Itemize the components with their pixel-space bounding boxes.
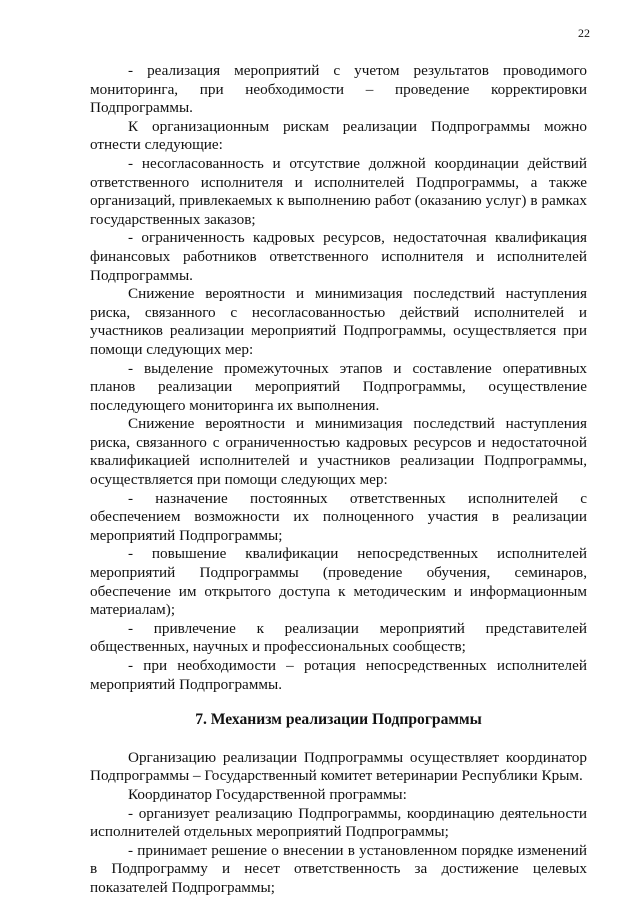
paragraph-mitigation-training: - повышение квалификации непосредственных исполнителей мероприятий Подпрограммы (проведение обучения, семинаров, обеспечение им открытого доступа к методическим и информационным материалам);: [90, 545, 587, 619]
paragraph-coordinator-organizes: - организует реализацию Подпрограммы, координацию деятельности исполнителей отдельных мероприятий Подпрограммы;: [90, 804, 587, 841]
paragraph-risk-inconsistency: - несогласованность и отсутствие должной координации действий ответственного исполнителя и исполнителей Подпрограммы, а также организаций, привлекаемых к выполнению работ (оказанию услуг) в рамках государственных заказов;: [90, 154, 587, 228]
page-number: 22: [578, 26, 590, 40]
paragraph-coordinator-decides: - принимает решение о внесении в установленном порядке изменений в Подпрограмму и несет ответственность за достижение целевых показателей Подпрограммы;: [90, 841, 587, 896]
paragraph-mitigation-rotation: - при необходимости – ротация непосредственных исполнителей мероприятий Подпрограммы.: [90, 657, 587, 693]
paragraph-monitoring-adjustment: - реализация мероприятий с учетом результатов проводимого мониторинга, при необходимости – проведение корректировки Подпрограммы.: [90, 62, 587, 117]
section-heading: 7. Механизм реализации Подпрограммы: [195, 711, 482, 729]
document-body: [90, 62, 587, 898]
paragraph-mitigation-intermediate-stages: - выделение промежуточных этапов и составление оперативных планов реализации мероприятий Подпрограммы, осуществление последующего мониторинга их выполнения.: [90, 359, 587, 414]
paragraph-organizational-risks-intro: К организационным рискам реализации Подпрограммы можно отнести следующие:: [90, 117, 587, 154]
paragraph-mitigation-staff-intro: Снижение вероятности и минимизация последствий наступления риска, связанного с ограниченностью кадровых ресурсов и недостаточной квалификацией исполнителей и участников реализации Подпрограммы, осуществляется при помощи следующих мер:: [90, 415, 587, 489]
paragraph-mitigation-communities: - привлечение к реализации мероприятий представителей общественных, научных и профессиональных сообществ;: [90, 619, 587, 656]
paragraph-mitigation-permanent-executors: - назначение постоянных ответственных исполнителей с обеспечением возможности их полноценного участия в реализации мероприятий Подпрограммы;: [90, 489, 587, 544]
paragraph-coordinator: Организацию реализации Подпрограммы осуществляет координатор Подпрограммы – Государственный комитет ветеринарии Республики Крым.: [90, 748, 587, 785]
paragraph-risk-limited-staff: - ограниченность кадровых ресурсов, недостаточная квалификация финансовых работников ответственного исполнителя и исполнителей Подпрограммы.: [90, 229, 587, 284]
paragraph-coordinator-intro: Координатор Государственной программы:: [128, 785, 407, 803]
paragraph-mitigation-inconsistency-intro: Снижение вероятности и минимизация последствий наступления риска, связанного с несогласованностью действий исполнителей и участников реализации мероприятий Подпрограммы, осуществляется при помощи следующих мер:: [90, 285, 587, 358]
